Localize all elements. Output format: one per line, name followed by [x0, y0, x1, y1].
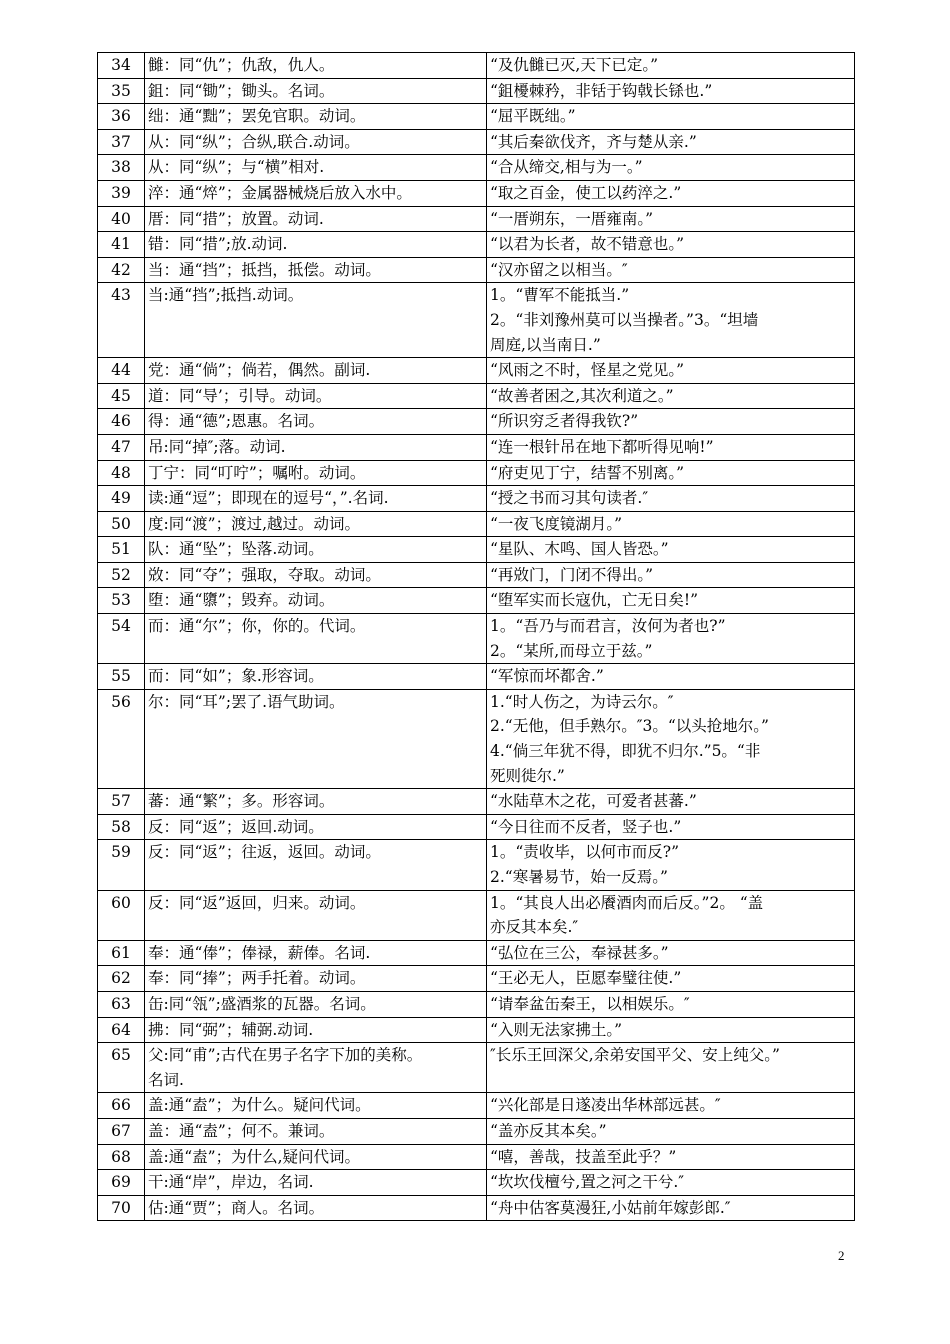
example-cell — [487, 1170, 855, 1196]
table-row — [98, 689, 855, 788]
definition-line: 反：同“返”返回，归来。动词。 — [148, 893, 366, 912]
table-row — [98, 890, 855, 940]
definition-line: 估:通“贾”；商人。名词。 — [148, 1198, 325, 1217]
definition-line: 反：同“返”；往返，返回。动词。 — [148, 843, 381, 862]
example-cell — [487, 840, 855, 890]
table-row — [98, 1144, 855, 1170]
row-number: 50 — [98, 511, 145, 537]
example-cell — [487, 614, 855, 664]
definition-cell — [145, 283, 487, 358]
definition-cell — [145, 940, 487, 966]
definition-cell — [145, 53, 487, 79]
table-row — [98, 283, 855, 358]
example-cell — [487, 940, 855, 966]
example-line: “舟中估客莫漫狂,小姑前年嫁彭郎.″ — [490, 1198, 731, 1217]
example-line: “请奉盆缶秦王，以相娱乐。″ — [490, 994, 690, 1013]
definition-line: 奉：通“俸”；俸禄，薪俸。名词. — [148, 943, 371, 962]
row-number: 65 — [98, 1043, 145, 1093]
row-number: 40 — [98, 206, 145, 232]
example-line: ″长乐王回深父,余弟安国平父、安上纯父。” — [490, 1046, 780, 1065]
example-line: “故善者困之,其次利道之。” — [490, 386, 674, 405]
definition-line: 而：通“尔”；你，你的。代词。 — [148, 617, 366, 636]
definition-line: 敚：同“夺”；强取，夺取。动词。 — [148, 565, 381, 584]
definition-line: 道：同“导’；引导。动词。 — [148, 386, 332, 405]
example-line: “一厝朔东，一厝雍南。” — [490, 209, 654, 228]
example-line: 2。“非刘豫州莫可以当操者。”3。“坦墙 — [490, 310, 759, 329]
table-row — [98, 537, 855, 563]
row-number: 45 — [98, 383, 145, 409]
example-line: 亦反其本矣.″ — [490, 918, 579, 937]
example-line: 1.“时人伤之，为诗云尔。″ — [490, 692, 674, 711]
example-line: “弘位在三公，奉禄甚多。” — [490, 943, 669, 962]
example-cell — [487, 434, 855, 460]
example-line: “及仇雠已灭,天下已定。” — [490, 56, 659, 74]
row-number: 52 — [98, 562, 145, 588]
example-cell — [487, 104, 855, 130]
definition-cell — [145, 206, 487, 232]
example-cell — [487, 1195, 855, 1221]
definition-line: 厝：同“措”；放置。动词. — [148, 209, 324, 228]
row-number: 66 — [98, 1093, 145, 1119]
definition-cell — [145, 358, 487, 384]
table-row — [98, 940, 855, 966]
definition-cell — [145, 180, 487, 206]
example-line: “兴化部是日遂凌出华林部远甚。″ — [490, 1096, 721, 1115]
definition-line: 堕：通“隳”；毁弃。动词。 — [148, 591, 335, 610]
table-row — [98, 460, 855, 486]
definition-line: 奉：同“捧”；两手托着。动词。 — [148, 969, 366, 988]
example-cell — [487, 689, 855, 788]
table-row — [98, 840, 855, 890]
definition-cell — [145, 232, 487, 258]
table-row — [98, 511, 855, 537]
table-row — [98, 664, 855, 690]
definition-line: 从：同“纵”；与“横”相对. — [148, 158, 325, 177]
definition-line: 当:通“挡”;抵挡.动词。 — [148, 286, 304, 305]
example-cell — [487, 511, 855, 537]
table-row — [98, 104, 855, 130]
row-number: 46 — [98, 409, 145, 435]
definition-cell — [145, 257, 487, 283]
row-number: 44 — [98, 358, 145, 384]
example-line: “汉亦留之以相当。″ — [490, 260, 628, 279]
table-row — [98, 257, 855, 283]
example-line: “军惊而坏都舍.” — [490, 667, 604, 686]
table-row — [98, 486, 855, 512]
example-line: “王必无人，臣愿奉璧往使.” — [490, 969, 682, 988]
definition-cell — [145, 814, 487, 840]
example-cell — [487, 486, 855, 512]
example-cell — [487, 460, 855, 486]
table-row — [98, 409, 855, 435]
example-line: “水陆草木之花，可爱者甚蕃.” — [490, 792, 697, 811]
definition-line: 错：同“措”;放.动词. — [148, 235, 288, 254]
example-line: “盖亦反其本矣。” — [490, 1121, 607, 1140]
table-row — [98, 232, 855, 258]
definition-cell — [145, 511, 487, 537]
definition-cell — [145, 1093, 487, 1119]
definition-line: 尔：同“耳”;罢了.语气助词。 — [148, 692, 345, 711]
example-cell — [487, 206, 855, 232]
example-cell — [487, 155, 855, 181]
example-cell — [487, 588, 855, 614]
table-row — [98, 562, 855, 588]
example-cell — [487, 537, 855, 563]
page-number: 2 — [838, 1248, 845, 1263]
definition-cell — [145, 1118, 487, 1144]
row-number: 56 — [98, 689, 145, 788]
definition-line: 缶:同“瓴”;盛酒浆的瓦器。名词。 — [148, 994, 376, 1013]
row-number: 41 — [98, 232, 145, 258]
definition-cell — [145, 409, 487, 435]
definition-line: 盖：通“盍”；何不。兼词。 — [148, 1121, 335, 1140]
example-line: 1。“吾乃与而君言，汝何为者也?” — [490, 617, 726, 636]
row-number: 47 — [98, 434, 145, 460]
row-number: 34 — [98, 53, 145, 79]
definition-cell — [145, 789, 487, 815]
example-line: 1。“其良人出必餍酒肉而后反。”2。 “盖 — [490, 893, 764, 912]
row-number: 70 — [98, 1195, 145, 1221]
table-row — [98, 1017, 855, 1043]
table-row — [98, 434, 855, 460]
row-number: 39 — [98, 180, 145, 206]
definition-cell — [145, 840, 487, 890]
example-line: “其后秦欲伐齐，齐与楚从亲.” — [490, 132, 697, 151]
example-line: “入则无法家拂土。” — [490, 1020, 623, 1039]
table-row — [98, 155, 855, 181]
definition-line: 当：通“挡”；抵挡，抵偿。动词。 — [148, 260, 381, 279]
row-number: 42 — [98, 257, 145, 283]
example-cell — [487, 890, 855, 940]
example-line: “星队、木鸣、国人皆恐。” — [490, 540, 669, 559]
example-line: “授之书而习其句读者.″ — [490, 489, 649, 508]
table-row — [98, 206, 855, 232]
definition-line: 名词. — [148, 1070, 184, 1089]
definition-cell — [145, 588, 487, 614]
definition-line: 拂：同“弼”；辅弼.动词. — [148, 1020, 314, 1039]
definition-line: 反：同“返”；返回.动词。 — [148, 817, 324, 836]
table-row — [98, 1170, 855, 1196]
definition-line: 度:同“渡”；渡过,越过。动词。 — [148, 514, 360, 533]
row-number: 68 — [98, 1144, 145, 1170]
example-line: “堕军实而长寇仇，亡无日矣!” — [490, 591, 699, 610]
example-line: “风雨之不时，怪星之党见。” — [490, 361, 685, 380]
definition-line: 党：通“倘”；倘若，偶然。副词. — [148, 361, 371, 380]
row-number: 63 — [98, 991, 145, 1017]
example-line: “坎坎伐檀兮,置之河之干兮.″ — [490, 1173, 685, 1192]
example-line: 1。“责收毕，以何市而反?” — [490, 843, 680, 862]
definition-cell — [145, 1043, 487, 1093]
example-line: “一夜飞度镜湖月。” — [490, 514, 623, 533]
example-line: 2。“某所,而母立于兹。” — [490, 641, 653, 660]
row-number: 69 — [98, 1170, 145, 1196]
definition-cell — [145, 155, 487, 181]
table-row — [98, 789, 855, 815]
row-number: 49 — [98, 486, 145, 512]
definition-cell — [145, 890, 487, 940]
definition-cell — [145, 486, 487, 512]
example-line: 2.“无他，但手熟尔。″3。“以头抢地尔。” — [490, 717, 769, 736]
row-number: 54 — [98, 614, 145, 664]
example-line: “以君为长者，故不错意也。” — [490, 235, 685, 254]
example-cell — [487, 664, 855, 690]
example-line: “所识穷乏者得我钦?” — [490, 412, 639, 431]
row-number: 38 — [98, 155, 145, 181]
example-cell — [487, 789, 855, 815]
definition-line: 丁宁：同“叮咛”；嘱咐。动词。 — [148, 463, 366, 482]
definition-cell — [145, 966, 487, 992]
row-number: 67 — [98, 1118, 145, 1144]
table-row — [98, 129, 855, 155]
definition-line: 读:通“逗”；即现在的逗号“，”.名词. — [148, 489, 389, 508]
definition-line: 父:同“甫”;古代在男子名字下加的美称。 — [148, 1046, 423, 1065]
definition-cell — [145, 434, 487, 460]
definition-line: 吊:同“掉″;落。动词. — [148, 437, 286, 456]
example-cell — [487, 232, 855, 258]
example-cell — [487, 129, 855, 155]
example-cell — [487, 358, 855, 384]
table-row — [98, 1195, 855, 1221]
row-number: 53 — [98, 588, 145, 614]
row-number: 51 — [98, 537, 145, 563]
table-row — [98, 358, 855, 384]
example-cell — [487, 180, 855, 206]
table-row — [98, 1118, 855, 1144]
table-row — [98, 991, 855, 1017]
definition-cell — [145, 614, 487, 664]
example-cell — [487, 562, 855, 588]
example-line: 死则徙尔.” — [490, 766, 565, 785]
example-line: 1。“曹军不能抵当.” — [490, 286, 630, 305]
example-cell — [487, 1118, 855, 1144]
table-row — [98, 180, 855, 206]
definition-cell — [145, 1195, 487, 1221]
example-line: 4.“倘三年犹不得，即犹不归尔.”5。“非 — [490, 742, 761, 761]
example-line: “合从缔交,相与为一。” — [490, 158, 643, 177]
definition-line: 鉏：同“锄”；锄头。名词。 — [148, 81, 335, 100]
definition-cell — [145, 104, 487, 130]
example-line: “取之百金，使工以药淬之.” — [490, 183, 682, 202]
table-row — [98, 614, 855, 664]
table-row — [98, 966, 855, 992]
example-cell — [487, 1093, 855, 1119]
example-cell — [487, 78, 855, 104]
table-row — [98, 53, 855, 79]
table-row — [98, 383, 855, 409]
row-number: 64 — [98, 1017, 145, 1043]
example-cell — [487, 257, 855, 283]
example-line: “嘻，善哉，技盖至此乎？” — [490, 1147, 677, 1166]
definition-cell — [145, 991, 487, 1017]
definition-line: 盖:通“盍”；为什么,疑问代词。 — [148, 1147, 360, 1166]
definition-line: 蕃：通“繁”；多。形容词。 — [148, 792, 335, 811]
row-number: 48 — [98, 460, 145, 486]
definition-line: 队：通“坠”；坠落.动词。 — [148, 540, 324, 559]
definition-cell — [145, 537, 487, 563]
row-number: 59 — [98, 840, 145, 890]
example-cell — [487, 409, 855, 435]
table-row — [98, 814, 855, 840]
definition-cell — [145, 383, 487, 409]
table-row — [98, 588, 855, 614]
definition-cell — [145, 1170, 487, 1196]
example-line: “再敚门，门闭不得出。” — [490, 565, 654, 584]
row-number: 55 — [98, 664, 145, 690]
definition-line: 得：通“德”;恩惠。名词。 — [148, 412, 325, 431]
table-row — [98, 78, 855, 104]
table-row — [98, 1043, 855, 1093]
definition-cell — [145, 664, 487, 690]
definition-line: 而：同“如”；象.形容词。 — [148, 667, 324, 686]
example-line: “今日往而不反者，竖子也.” — [490, 817, 682, 836]
row-number: 60 — [98, 890, 145, 940]
row-number: 57 — [98, 789, 145, 815]
tongjiazi-table — [97, 52, 855, 1221]
example-cell — [487, 283, 855, 358]
example-cell — [487, 966, 855, 992]
definition-cell — [145, 689, 487, 788]
definition-cell — [145, 129, 487, 155]
example-line: “屈平既绌。” — [490, 107, 576, 126]
definition-line: 盖:通“盍”；为什么。疑问代词。 — [148, 1096, 371, 1115]
example-line: “连一根针吊在地下都听得见响!” — [490, 437, 714, 456]
definition-cell — [145, 1017, 487, 1043]
table-row — [98, 1093, 855, 1119]
example-cell — [487, 814, 855, 840]
row-number: 62 — [98, 966, 145, 992]
table-body — [98, 53, 855, 1221]
row-number: 61 — [98, 940, 145, 966]
definition-cell — [145, 1144, 487, 1170]
definition-line: 从：同“纵”；合纵,联合.动词。 — [148, 132, 360, 151]
example-line: 2.“寒暑易节，始一反焉。” — [490, 868, 668, 886]
example-cell — [487, 1017, 855, 1043]
example-line: “府吏见丁宁，结誓不别离。” — [490, 463, 685, 482]
definition-line: 淬：通“焠”；金属器械烧后放入水中。 — [148, 183, 412, 202]
definition-cell — [145, 78, 487, 104]
definition-cell — [145, 562, 487, 588]
row-number: 58 — [98, 814, 145, 840]
example-line: “鉏櫌棘矜，非铦于钩戟长铩也.” — [490, 81, 713, 100]
example-cell — [487, 991, 855, 1017]
example-line: 周庭,以当南日.” — [490, 335, 601, 354]
definition-cell — [145, 460, 487, 486]
example-cell — [487, 1144, 855, 1170]
row-number: 37 — [98, 129, 145, 155]
definition-line: 绌：通“黜”；罢免官职。动词。 — [148, 107, 366, 126]
example-cell — [487, 383, 855, 409]
row-number: 43 — [98, 283, 145, 358]
definition-line: 干:通“岸”，岸边，名词. — [148, 1173, 314, 1192]
row-number: 36 — [98, 104, 145, 130]
example-cell — [487, 1043, 855, 1093]
row-number: 35 — [98, 78, 145, 104]
example-cell — [487, 53, 855, 79]
definition-line: 雠：同“仇”；仇敌，仇人。 — [148, 56, 335, 74]
